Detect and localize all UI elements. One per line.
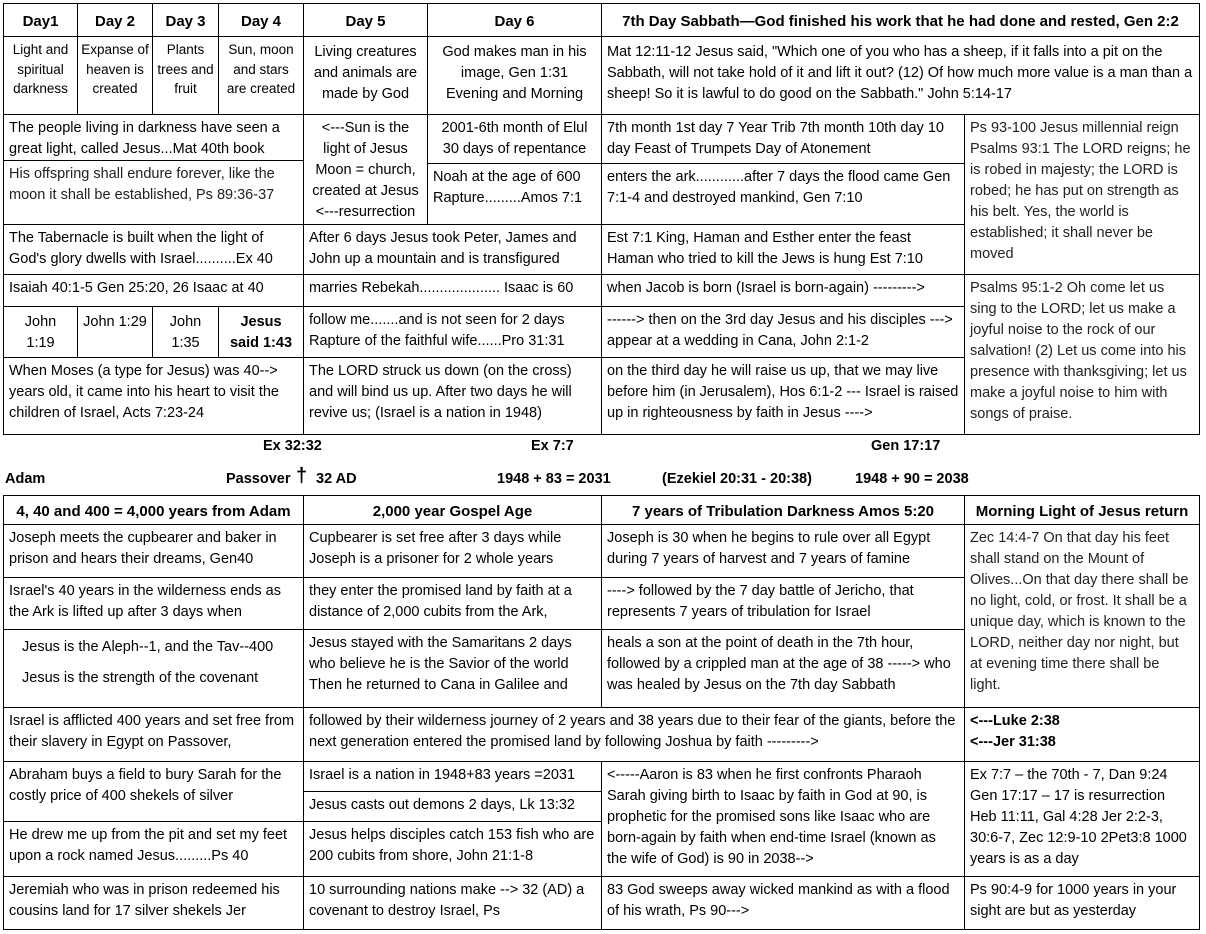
- isaiah-cell: Isaiah 40:1-5 Gen 25:20, 26 Isaac at 40: [3, 274, 304, 307]
- elul-cell: 2001-6th month of Elul 30 days of repentance: [427, 114, 602, 164]
- pit-cell: He drew me up from the pit and set my feet upon a rock named Jesus.........Ps 40: [3, 821, 304, 877]
- moses-cell: When Moses (a type for Jesus) was 40--> years old, it came into his heart to visit the children of Israel, Acts 7:23-24: [3, 357, 304, 435]
- nations-cell: 10 surrounding nations make --> 32 (AD) a covenant to destroy Israel, Ps: [303, 876, 602, 930]
- six-days-cell: After 6 days Jesus took Peter, James and John up a mountain and is transfigured: [303, 224, 602, 275]
- ex-32-32-label: Ex 32:32: [263, 438, 322, 454]
- header-day4: Day 4: [218, 3, 304, 37]
- bottom-header-4000: 4, 40 and 400 = 4,000 years from Adam: [3, 495, 304, 525]
- trumpets-cell: 7th month 1st day 7 Year Trib 7th month 10th day 10 day Feast of Trumpets Day of Atonement: [601, 114, 965, 164]
- sun-jesus-cell: <---Sun is the light of Jesus Moon = church, created at Jesus <---resurrection: [303, 114, 428, 225]
- passover-label: Passover: [226, 471, 291, 487]
- cross-icon: †: [296, 465, 308, 487]
- aleph-tav-cell: [3, 629, 304, 708]
- afflicted-cell: Israel is afflicted 400 years and set free from their slavery in Egypt on Passover,: [3, 707, 304, 762]
- third-day-cell: on the third day he will raise us up, that we may live before him (in Jerusalem), Hos 6:1-2 --- Israel is raised up in righteousness by faith in Jesus ---->: [601, 357, 965, 435]
- nation-2031-cell: Israel is a nation in 1948+83 years =2031: [303, 761, 602, 792]
- abraham-cell: Abraham buys a field to bury Sarah for the costly price of 400 shekels of silver: [3, 761, 304, 822]
- day1-desc: Light and spiritual darkness: [3, 36, 78, 115]
- luke-ref: <---Luke 2:38: [970, 713, 1060, 729]
- tabernacle-cell: The Tabernacle is built when the light of God's glory dwells with Israel..........Ex 40: [3, 224, 304, 275]
- wilderness-cell: followed by their wilderness journey of 2 years and 38 years due to their fear of the giants, before the next generation entered the promised land by following Joshua by faith --------->: [303, 707, 965, 762]
- ex-7-7-label: Ex 7:7: [531, 438, 574, 454]
- aleph-text: Jesus is the Aleph--1, and the Tav--400: [22, 639, 274, 655]
- fish-cell: Jesus helps disciples catch 153 fish who are 200 cubits from shore, John 21:1-8: [303, 821, 602, 877]
- sum-2031-label: 1948 + 83 = 2031: [497, 471, 611, 487]
- header-day6: Day 6: [427, 3, 602, 37]
- ps95-cell: Psalms 95:1-2 Oh come let us sing to the LORD; let us make a joyful noise to the rock of our salvation! (2) Let us come into his presence with thanksgiving; let us make a joyful noise to him with songs of praise.: [964, 274, 1200, 435]
- bottom-header-gospel: 2,000 year Gospel Age: [303, 495, 602, 525]
- sum-2038-label: 1948 + 90 = 2038: [855, 471, 969, 487]
- day2-desc: Expanse of heaven is created: [77, 36, 153, 115]
- bottom-header-morning: Morning Light of Jesus return: [964, 495, 1200, 525]
- esther-cell: Est 7:1 King, Haman and Esther enter the feast Haman who tried to kill the Jews is hung Est 7:10: [601, 224, 965, 275]
- john-1-29: John 1:29: [77, 306, 153, 358]
- gen-17-17-label: Gen 17:17: [871, 438, 941, 454]
- cupbearer-cell: Cupbearer is set free after 3 days while Joseph is a prisoner for 2 whole years: [303, 524, 602, 578]
- jacob-cell: when Jacob is born (Israel is born-again) --------->: [601, 274, 965, 307]
- day6-desc: God makes man in his image, Gen 1:31 Evening and Morning: [427, 36, 602, 115]
- day4-desc: Sun, moon and stars are created: [218, 36, 304, 115]
- ps93-cell: Ps 93-100 Jesus millennial reign Psalms 93:1 The LORD reigns; he is robed in majesty; the LORD is robed; he has put on strength as his belt. Yes, the world is established; it shall never be moved: [964, 114, 1200, 275]
- noah-cell: Noah at the age of 600 Rapture.........Amos 7:1: [427, 163, 602, 225]
- header-day2: Day 2: [77, 3, 153, 37]
- aaron-cell: <-----Aaron is 83 when he first confronts Pharaoh Sarah giving birth to Isaac by faith in God at 90, is prophetic for the promised sons like Isaac who are born-again by faith when end-time Israel (known as the wife of God) is 90 in 2038-->: [601, 761, 965, 877]
- joseph-cupbearer-cell: Joseph meets the cupbearer and baker in prison and hears their dreams, Gen40: [3, 524, 304, 578]
- header-day7: 7th Day Sabbath—God finished his work that he had done and rested, Gen 2:2: [601, 3, 1200, 37]
- promised-cell: they enter the promised land by faith at a distance of 2,000 cubits from the Ark,: [303, 577, 602, 630]
- zec-cell: Zec 14:4-7 On that day his feet shall stand on the Mount of Olives...On that day there shall be no light, cold, or frost. It shall be a unique day, which is known to the LORD, neither day nor night, but at evening time there shall be light.: [964, 524, 1200, 708]
- references-cell: Ex 7:7 – the 70th - 7, Dan 9:24 Gen 17:17 – 17 is resurrection Heb 11:11, Gal 4:28 Jer 2:2-3, 30:6-7, Zec 12:9-10 2Pet3:8 1000 years is as a day: [964, 761, 1200, 877]
- heals-cell: heals a son at the point of death in the 7th hour, followed by a crippled man at the age of 38 -----> who was healed by Jesus on the 7th day Sabbath: [601, 629, 965, 708]
- adam-label: Adam: [5, 471, 46, 487]
- ezekiel-label: (Ezekiel 20:31 - 20:38): [662, 471, 812, 487]
- john-1-19: John 1:19: [3, 306, 78, 358]
- follow-me-cell: follow me.......and is not seen for 2 days Rapture of the faithful wife......Pro 31:31: [303, 306, 602, 358]
- john-1-43: Jesus said 1:43: [218, 306, 304, 358]
- joseph30-cell: Joseph is 30 when he begins to rule over all Egypt during 7 years of harvest and 7 years of famine: [601, 524, 965, 578]
- luke-jer-cell: [964, 707, 1200, 762]
- ark-cell: enters the ark............after 7 days the flood came Gen 7:1-4 and destroyed mankind, Gen 7:10: [601, 163, 965, 225]
- day3-desc: Plants trees and fruit: [152, 36, 219, 115]
- day7-desc: Mat 12:11-12 Jesus said, "Which one of you who has a sheep, if it falls into a pit on the Sabbath, will not take hold of it and lift it out? (12) Of how much more value is a man than a sheep! So it is lawful to do good on the Sabbath." John 5:14-17: [601, 36, 1200, 115]
- struck-cell: The LORD struck us down (on the cross) and will bind us up. After two days he will revive us; (Israel is a nation in 1948): [303, 357, 602, 435]
- bottom-header-tribulation: 7 years of Tribulation Darkness Amos 5:20: [601, 495, 965, 525]
- jeremiah-cell: Jeremiah who was in prison redeemed his cousins land for 17 silver shekels Jer: [3, 876, 304, 930]
- offspring-cell: His offspring shall endure forever, like the moon it shall be established, Ps 89:36-37: [3, 160, 304, 225]
- israel40-cell: Israel's 40 years in the wilderness ends as the Ark is lifted up after 3 days when: [3, 577, 304, 630]
- jericho-cell: ----> followed by the 7 day battle of Jericho, that represents 7 years of tribulation for Israel: [601, 577, 965, 630]
- sweeps-cell: 83 God sweeps away wicked mankind as with a flood of his wrath, Ps 90--->: [601, 876, 965, 930]
- cana-cell: ------> then on the 3rd day Jesus and his disciples ---> appear at a wedding in Cana, John 2:1-2: [601, 306, 965, 358]
- rebekah-cell: marries Rebekah.................... Isaac is 60: [303, 274, 602, 307]
- john-1-35: John 1:35: [152, 306, 219, 358]
- header-day1: Day1: [3, 3, 78, 37]
- ad32-label: 32 AD: [316, 471, 357, 487]
- jer-ref: <---Jer 31:38: [970, 734, 1056, 750]
- ps90-cell: Ps 90:4-9 for 1000 years in your sight are but as yesterday: [964, 876, 1200, 930]
- demons-cell: Jesus casts out demons 2 days, Lk 13:32: [303, 791, 602, 822]
- samaritans-cell: Jesus stayed with the Samaritans 2 days who believe he is the Savior of the world Then he returned to Cana in Galilee and: [303, 629, 602, 708]
- header-day3: Day 3: [152, 3, 219, 37]
- header-day5: Day 5: [303, 3, 428, 37]
- strength-text: Jesus is the strength of the covenant: [22, 670, 259, 686]
- day5-desc: Living creatures and animals are made by God: [303, 36, 428, 115]
- people-darkness-cell: The people living in darkness have seen a great light, called Jesus...Mat 40th book: [3, 114, 304, 161]
